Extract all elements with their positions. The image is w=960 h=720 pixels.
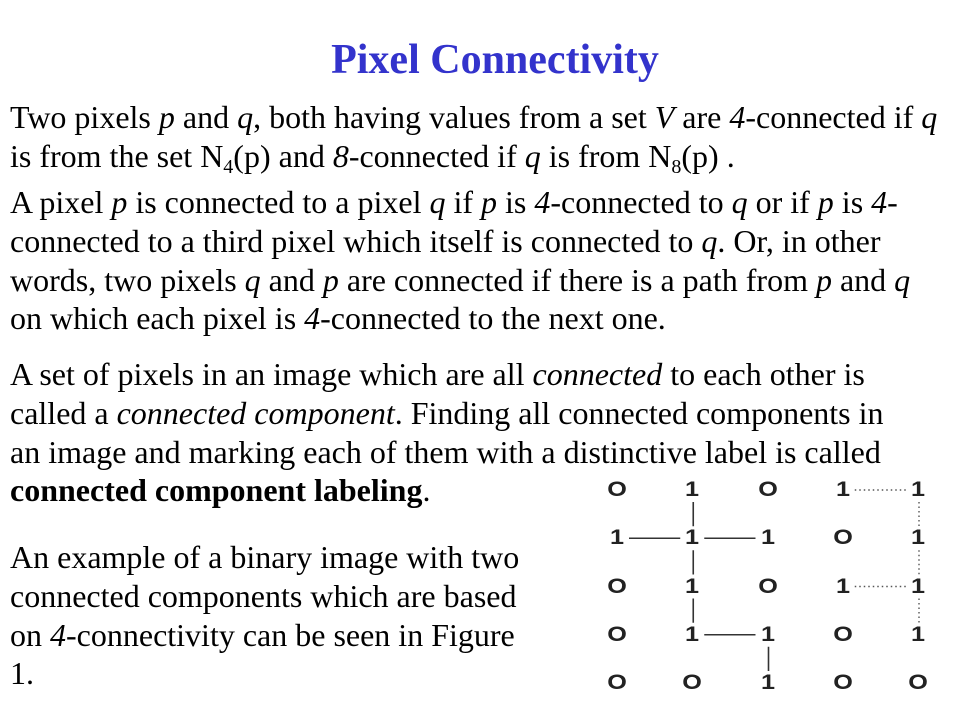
text-run: A pixel <box>10 184 112 220</box>
text-run: words, two pixels <box>10 261 245 298</box>
text-run: -connected to <box>550 184 732 220</box>
italic-term: q <box>237 99 254 135</box>
pixel-cell: 1 <box>910 526 926 550</box>
text-run: is connected to a pixel <box>127 184 430 220</box>
subscript: 4 <box>223 155 234 178</box>
paragraph-definition <box>10 98 937 176</box>
text-run: and <box>260 261 323 298</box>
italic-term: q <box>244 261 261 298</box>
text-run: and <box>174 99 238 135</box>
italic-term: connected <box>532 356 663 392</box>
italic-term: q <box>731 184 748 220</box>
text-line <box>10 577 519 616</box>
text-run: A set of pixels in an image which are all <box>10 356 533 392</box>
text-line <box>10 299 910 338</box>
text-run: -connected if <box>348 137 525 174</box>
pixel-cell: 1 <box>760 526 775 550</box>
pixel-cell: 1 <box>910 574 926 598</box>
text-run: . Or, in other <box>717 222 881 259</box>
text-run: are connected if there is a path from <box>338 261 816 298</box>
text-line <box>10 355 884 394</box>
text-run: is <box>833 184 872 220</box>
text-run: on which each pixel is <box>10 300 305 337</box>
paragraph-figure-caption <box>10 538 519 693</box>
text-line <box>10 183 910 222</box>
text-line <box>10 98 937 137</box>
italic-term: q <box>921 99 938 135</box>
italic-term: 4 <box>304 300 321 337</box>
text-line <box>10 261 910 300</box>
pixel-cell: O <box>757 574 778 598</box>
text-run: . Finding all connected components in <box>394 394 884 431</box>
pixel-cell: O <box>757 478 778 501</box>
italic-term: V <box>654 99 675 135</box>
pixel-cell: O <box>607 574 627 598</box>
text-line <box>10 137 937 176</box>
italic-term: q <box>894 261 911 298</box>
text-run: is from N <box>540 137 672 174</box>
pixel-cell: O <box>682 671 703 694</box>
paragraph-connectedness <box>10 183 910 338</box>
text-run: an image and marking each of them with a distinctive label is called <box>10 433 881 470</box>
text-run: to each other is <box>662 356 865 392</box>
pixel-cell: O <box>832 526 853 550</box>
text-run: - <box>887 184 898 220</box>
text-run: -connectivity can be seen in Figure <box>66 616 515 653</box>
subscript: 8 <box>671 155 682 178</box>
text-run: (p) . <box>681 137 735 174</box>
pixel-cell: 1 <box>835 478 850 501</box>
italic-term: 4 <box>534 184 551 220</box>
italic-term: q <box>429 184 446 220</box>
text-run: on <box>10 616 50 653</box>
text-line <box>10 394 884 433</box>
pixel-cell: O <box>607 478 627 501</box>
text-run: -connected to the next one. <box>320 300 666 337</box>
pixel-cell: 1 <box>685 478 700 501</box>
italic-term: connected component <box>116 394 395 431</box>
pixel-cell: O <box>832 622 853 646</box>
italic-term: p <box>817 184 834 220</box>
italic-term: q <box>524 137 541 174</box>
text-run: . <box>422 472 431 509</box>
text-run: is from the set N <box>10 137 224 174</box>
pixel-cell: O <box>607 671 627 694</box>
italic-term: p <box>111 184 128 220</box>
pixel-cell: 1 <box>760 622 775 646</box>
italic-term: q <box>701 222 718 259</box>
text-run: called a <box>10 394 117 431</box>
text-run: connected to a third pixel which itself is connected to <box>10 222 702 259</box>
text-run: or if <box>747 184 818 220</box>
italic-term: 4 <box>871 184 888 220</box>
text-run: connected components which are based <box>10 577 517 614</box>
italic-term: p <box>158 99 175 135</box>
text-run: and <box>831 261 895 298</box>
figure-binary-image <box>595 470 940 705</box>
text-run: is <box>497 184 535 220</box>
pixel-cell: 1 <box>685 622 700 646</box>
text-line <box>10 616 519 655</box>
pixel-cell: 1 <box>910 478 926 501</box>
slide-title: Pixel Connectivity <box>331 37 659 83</box>
pixel-cell: 1 <box>835 574 850 598</box>
italic-term: 4 <box>50 616 66 653</box>
pixel-cell: 1 <box>609 526 625 550</box>
italic-term: 4 <box>729 99 746 135</box>
pixel-cell: 1 <box>760 671 775 694</box>
pixel-cell: 1 <box>910 622 926 646</box>
text-run: Two pixels <box>10 99 159 135</box>
text-line <box>10 222 910 261</box>
text-line <box>10 433 884 472</box>
text-line <box>10 538 519 577</box>
italic-term: p <box>322 261 339 298</box>
pixel-cell: O <box>832 671 853 694</box>
text-run: 1. <box>10 655 34 692</box>
pixel-cell: 1 <box>685 526 700 550</box>
text-run: if <box>445 184 481 220</box>
italic-term: p <box>815 261 832 298</box>
text-run: An example of a binary image with two <box>10 539 520 575</box>
text-run: , both having values from a set <box>253 99 655 135</box>
pixel-cell: O <box>908 671 928 694</box>
text-run: -connected if <box>745 99 922 135</box>
pixel-cell: 1 <box>685 574 700 598</box>
text-run: (p) and <box>233 137 333 174</box>
italic-term: p <box>481 184 497 220</box>
text-line <box>10 654 519 693</box>
bold-term: connected component labeling <box>10 472 423 509</box>
pixel-cell: O <box>607 622 627 646</box>
italic-term: 8 <box>332 137 349 174</box>
text-run: are <box>674 99 730 135</box>
